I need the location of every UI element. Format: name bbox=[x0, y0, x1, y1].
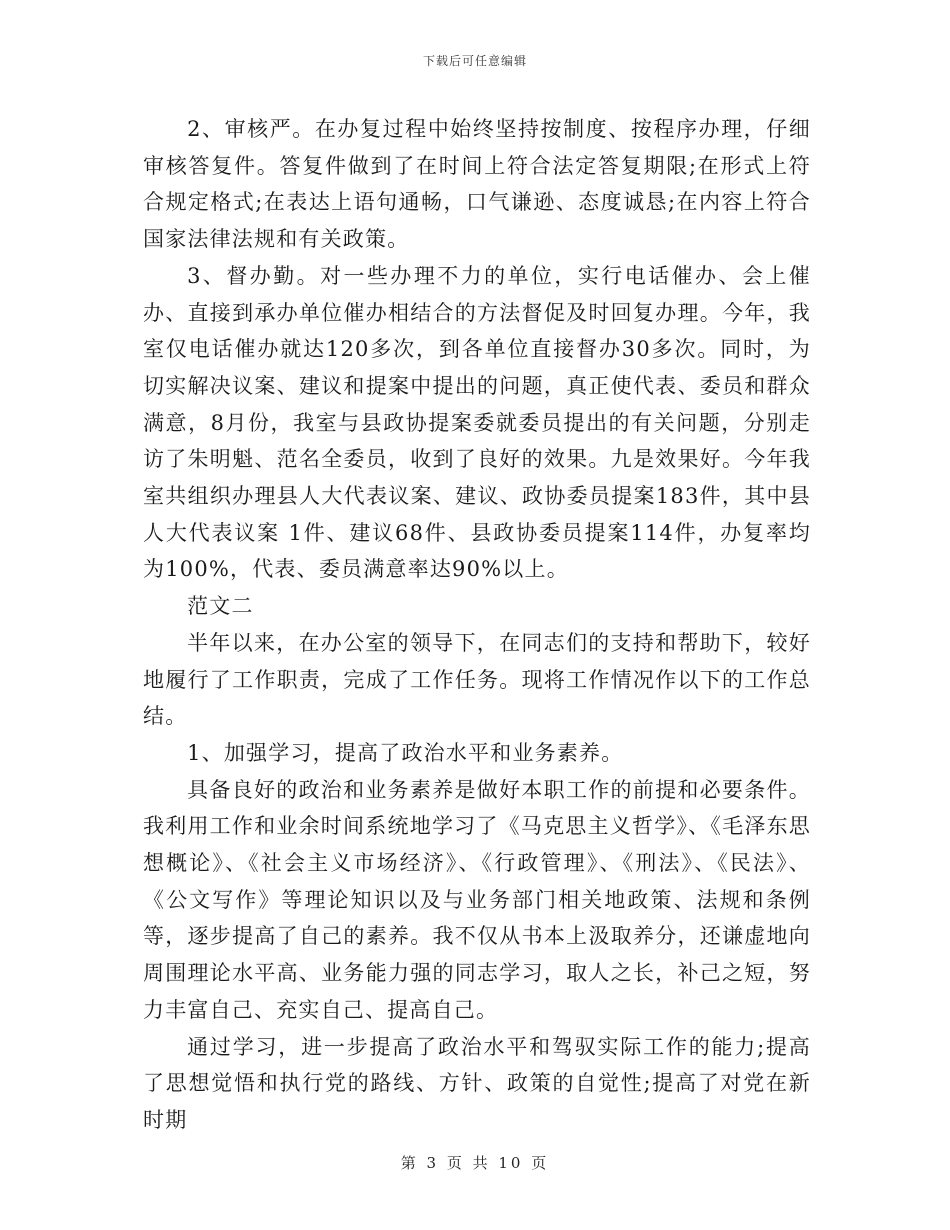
section-heading-sample-two: 范文二 bbox=[187, 594, 254, 619]
paragraph-supervision: 3、督办勤。对一些办理不力的单位，实行电话催办、会上催办、直接到承办单位催办相结合的方法督促及时回复办理。今年，我室仅电话催办就达120多次，到各单位直接督办30多次。同时，为切实解决议案、建议和提案中提出的问题，真正使代表、委员和群众满意，8月份，我室与县政协提案委就委员提出的有关问题，分别走访了朱明魁、范名全委员，收到了良好的效果。九是效果好。今年我室共组织办理县人大代表议案、建议、政协委员提案183件，其中县人大代表议案 1件、建议68件、县政协委员提案114件，办复率均为100%，代表、委员满意率达90%以上。 bbox=[143, 263, 811, 582]
paragraph-study-results: 通过学习，进一步提高了政治水平和驾驭实际工作的能力;提高了思想觉悟和执行党的路线、方针、政策的自觉性;提高了对党在新时期 bbox=[143, 1034, 811, 1132]
paragraph-audit-strict: 2、审核严。在办复过程中始终坚持按制度、按程序办理，仔细审核答复件。答复件做到了在时间上符合法定答复期限;在形式上符合规定格式;在表达上语句通畅，口气谦逊、态度诚恳;在内容上符合国家法律法规和有关政策。 bbox=[143, 117, 811, 252]
document-body bbox=[143, 111, 811, 1139]
page-header-note: 下载后可任意编辑 bbox=[422, 54, 527, 68]
subheading-strengthen-study: 1、加强学习，提高了政治水平和业务素养。 bbox=[187, 740, 624, 765]
paragraph-half-year-intro: 半年以来，在办公室的领导下，在同志们的支持和帮助下，较好地履行了工作职责，完成了工作任务。现将工作情况作以下的工作总结。 bbox=[143, 630, 811, 729]
paragraph-study-content: 具备良好的政治和业务素养是做好本职工作的前提和必要条件。我利用工作和业余时间系统地学习了《马克思主义哲学》、《毛泽东思想概论》、《社会主义市场经济》、《行政管理》、《刑法》、《民法》、《公文写作》等理论知识以及与业务部门相关地政策、法规和条例等，逐步提高了自己的素养。我不仅从书本上汲取养分，还谦虚地向周围理论水平高、业务能力强的同志学习，取人之长，补己之短，努力丰富自己、充实自己、提高自己。 bbox=[143, 777, 811, 1022]
page-number-footer: 第 3 页 共 10 页 bbox=[400, 1154, 550, 1172]
